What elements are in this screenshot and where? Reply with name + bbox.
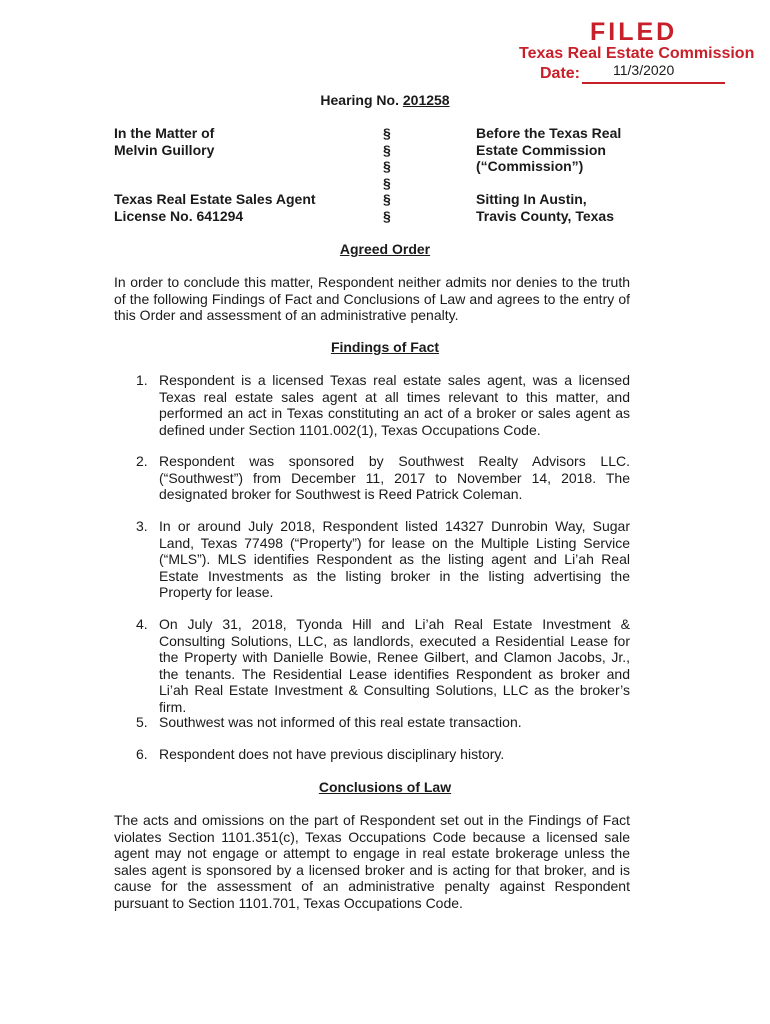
stamp-date-label: Date: bbox=[540, 65, 581, 82]
stamp-filed-text: FILED bbox=[590, 18, 678, 46]
stamp-commission-text: Texas Real Estate Commission bbox=[519, 45, 755, 62]
finding-number: 1. bbox=[136, 372, 148, 388]
finding-item bbox=[136, 714, 630, 731]
finding-text: Respondent does not have previous disciplinary history. bbox=[159, 746, 505, 762]
section-mark: § bbox=[383, 158, 391, 174]
caption-left-line bbox=[114, 175, 374, 192]
conclusions-paragraph: The acts and omissions on the part of Respondent set out in the Findings of Fact violates Section 1101.351(c), Texas Occupations Code because a licensed sale agent may not engage or attempt to engage in real estate brokerage unless the sales agent is sponsored by a licensed broker and is acting for that broker, and is cause for the assessment of an administrative penalty against Respondent pursuant to Section 1101.701, Texas Occupations Code. bbox=[114, 812, 630, 911]
finding-number: 2. bbox=[136, 453, 148, 469]
hearing-label: Hearing No. bbox=[320, 92, 399, 108]
intro-paragraph: In order to conclude this matter, Respondent neither admits nor denies to the truth of the following Findings of Fact and Conclusions of Law and agrees to the entry of this Order and assessment of an administrative penalty. bbox=[114, 274, 630, 323]
caption-left-line: In the Matter of bbox=[114, 125, 215, 141]
caption-right-line: Before the Texas Real bbox=[476, 125, 622, 141]
section-mark: § bbox=[383, 125, 391, 141]
agreed-order-heading: Agreed Order bbox=[339, 241, 431, 257]
finding-number: 3. bbox=[136, 518, 148, 534]
finding-number: 4. bbox=[136, 616, 148, 632]
finding-item bbox=[136, 453, 630, 503]
caption-left-line: License No. 641294 bbox=[114, 207, 244, 224]
caption-left-line bbox=[114, 158, 374, 175]
caption-section-marks bbox=[383, 125, 395, 224]
caption-right-line: Sitting In Austin, bbox=[476, 191, 587, 207]
finding-item bbox=[136, 746, 630, 763]
finding-text: Southwest was not informed of this real estate transaction. bbox=[159, 714, 522, 730]
section-mark: § bbox=[383, 141, 391, 158]
finding-number: 6. bbox=[136, 746, 148, 762]
section-mark: § bbox=[383, 174, 391, 191]
caption-right-line: Travis County, Texas bbox=[476, 207, 614, 224]
finding-text: Respondent is a licensed Texas real estate sales agent, was a licensed Texas real estate sales agent at all times relevant to this matter, and performed an act in Texas constituting an act of a broker or sales agent as defined under Section 1101.002(1), Texas Occupations Code. bbox=[159, 372, 630, 438]
caption-right bbox=[476, 125, 676, 224]
hearing-number-value: 201258 bbox=[402, 92, 450, 108]
section-mark: § bbox=[383, 191, 391, 207]
caption-right-line: (“Commission”) bbox=[476, 158, 584, 174]
hearing-number bbox=[0, 92, 770, 109]
caption-left-line: Texas Real Estate Sales Agent bbox=[114, 191, 316, 207]
finding-text: On July 31, 2018, Tyonda Hill and Li’ah Real Estate Investment & Consulting Solutions, LLC, as landlords, executed a Residential Lease for the Property with Danielle Bowie, Renee Gilbert, and Clamon Jacobs, Jr., the tenants. The Residential Lease identifies Respondent as broker and Li’ah Real Estate Investment & Consulting Solutions, LLC as the broker’s firm. bbox=[159, 616, 630, 715]
caption-left-line: Melvin Guillory bbox=[114, 141, 215, 158]
finding-item bbox=[136, 518, 630, 601]
section-mark: § bbox=[383, 207, 391, 224]
finding-item bbox=[136, 372, 630, 438]
caption-right-line: Estate Commission bbox=[476, 141, 606, 158]
finding-item bbox=[136, 616, 630, 715]
finding-text: Respondent was sponsored by Southwest Realty Advisors LLC. (“Southwest”) from December 11, 2017 to November 14, 2018. The designated broker for Southwest is Reed Patrick Coleman. bbox=[159, 453, 630, 502]
findings-heading: Findings of Fact bbox=[330, 339, 440, 355]
filed-stamp bbox=[510, 16, 760, 86]
finding-text: In or around July 2018, Respondent listed 14327 Dunrobin Way, Sugar Land, Texas 77498 (“Property”) for lease on the Multiple Listing Service (“MLS”). MLS identifies Respondent as the listing agent and Li’ah Real Estate Investments as the listing broker in the listing advertising the Property for lease. bbox=[159, 518, 630, 600]
stamp-date-line bbox=[582, 82, 725, 84]
finding-number: 5. bbox=[136, 714, 148, 730]
stamp-date-value: 11/3/2020 bbox=[613, 62, 675, 78]
caption-left bbox=[114, 125, 374, 224]
caption-right-line bbox=[476, 175, 676, 192]
conclusions-heading: Conclusions of Law bbox=[318, 779, 452, 795]
